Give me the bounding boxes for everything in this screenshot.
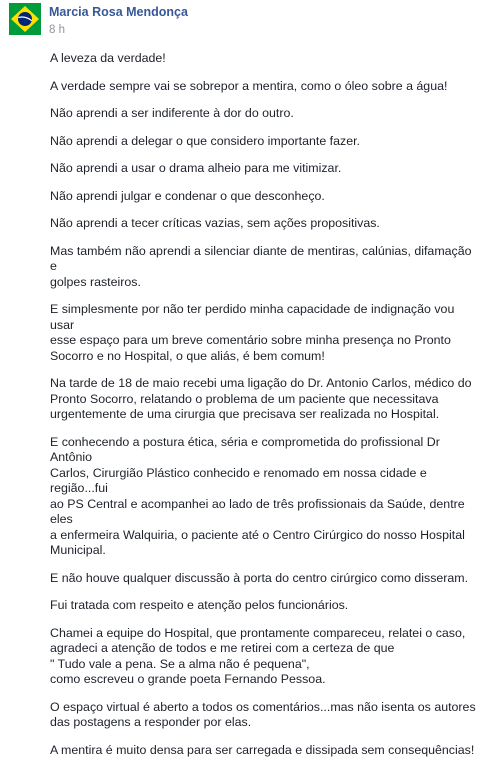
post-paragraph: A leveza da verdade! (50, 51, 166, 65)
post-paragraph: Na tarde de 18 de maio recebi uma ligação do Dr. Antonio Carlos, médico do Pronto Socorro, relatando o problema de um paciente que necessitava urgentemente de uma cirurgia que precisava ser realizada no Hospital. (50, 376, 472, 421)
post-paragraph: A verdade sempre vai se sobrepor a mentira, como o óleo sobre a água! (50, 78, 448, 93)
post-paragraph: E não houve qualquer discussão à porta do centro cirúrgico como disseram. (50, 570, 469, 585)
post-body (50, 51, 480, 770)
post-paragraph: Não aprendi a ser indiferente à dor do outro. (50, 106, 294, 120)
post-paragraph: Não aprendi a tecer críticas vazias, sem ações propositivas. (50, 216, 380, 230)
author-name-link[interactable]: Marcia Rosa Mendonça (49, 5, 188, 19)
author-avatar[interactable] (9, 3, 41, 35)
post-timestamp[interactable]: 8 h (49, 24, 65, 36)
post-paragraph: A mentira é muito densa para ser carregada e dissipada sem consequências! (50, 742, 475, 757)
post-paragraph: Fui tratada com respeito e atenção pelos funcionários. (50, 598, 349, 612)
post-paragraph: E conhecendo a postura ética, séria e comprometida do profissional Dr Antônio Carlos, Cirurgião Plástico conhecido e renomado em nossa cidade e região...fui ao PS Central e acompanhei ao lado de três profissionais da Saúde, dentre eles a enfermeira Walquiria, o paciente até o Centro Cirúrgico do nosso Hospital Municipal. (50, 434, 465, 557)
post-paragraph: Chamei a equipe do Hospital, que prontamente compareceu, relatei o caso, agradeci a atenção de todos e me retirei com a certeza de que " Tudo vale a pena. Se a alma não é pequena", como escreveu o grande poeta Fernando Pessoa. (50, 625, 466, 686)
post-paragraph: O espaço virtual é aberto a todos os comentários...mas não isenta os autores das postagens a responder por elas. (50, 699, 476, 729)
post-paragraph: Não aprendi a delegar o que considero importante fazer. (50, 133, 360, 148)
post-paragraph: Não aprendi a usar o drama alheio para me vitimizar. (50, 161, 342, 175)
brazil-flag-icon (9, 3, 41, 35)
post-header (9, 3, 188, 43)
post-paragraph: Mas também não aprendi a silenciar diante de mentiras, calúnias, difamação e golpes rasteiros. (50, 243, 472, 289)
post-paragraph: E simplesmente por não ter perdido minha capacidade de indignação vou usar esse espaço para um breve comentário sobre minha presença no Pronto Socorro e no Hospital, o que aliás, é bem comum! (50, 302, 455, 363)
post-paragraph: Não aprendi julgar e condenar o que desconheço. (50, 188, 325, 203)
post-meta (49, 3, 188, 37)
